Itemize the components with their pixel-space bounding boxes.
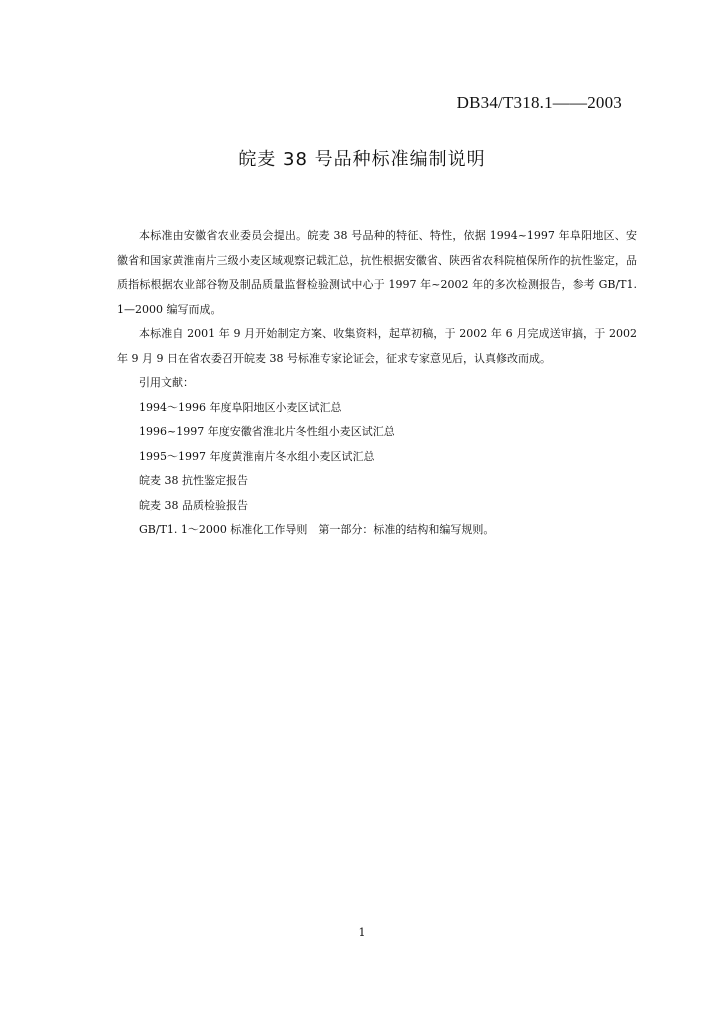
reference-item: 1995～1997 年度黄淮南片冬水组小麦区试汇总: [139, 449, 375, 463]
reference-item: GB/T1. 1～2000 标准化工作导则 第一部分：标准的结构和编写规则。: [139, 523, 495, 536]
paragraph-timeline: 本标准自 2001 年 9 月开始制定方案、收集资料，起草初稿，于 2002 年 6 月完成送审搞，于 2002 年 9 月 9 日在省农委召开皖麦 38 号标准专家论证会，征求专家意见后，认真修改而成。: [117, 327, 637, 365]
reference-item: 皖麦 38 抗性鉴定报告: [139, 474, 248, 487]
references-heading: 引用文献：: [139, 376, 194, 389]
paragraph-origin: 本标准由安徽省农业委员会提出。皖麦 38 号品种的特征、特性，依据 1994~1997 年阜阳地区、安徽省和国家黄淮南片三级小麦区域观察记载汇总，抗性根据安徽省、陕西省农科院植保所作的抗性鉴定，品质指标根据农业部谷物及制品质量监督检验测试中心于 1997 年~2002 年的多次检测报告，参考 GB/T1. 1—2000 编写而成。: [117, 229, 637, 316]
standard-code: DB34/T318.1——2003: [456, 93, 622, 112]
reference-item: 皖麦 38 品质检验报告: [139, 498, 248, 512]
document-title: 皖麦 38 号品种标准编制说明: [238, 149, 486, 170]
reference-item: 1994～1996 年度阜阳地区小麦区试汇总: [139, 400, 342, 414]
reference-item: 1996~1997 年度安徽省淮北片冬性组小麦区试汇总: [139, 425, 395, 438]
document-body: [117, 224, 637, 543]
page-number: 1: [358, 926, 366, 939]
